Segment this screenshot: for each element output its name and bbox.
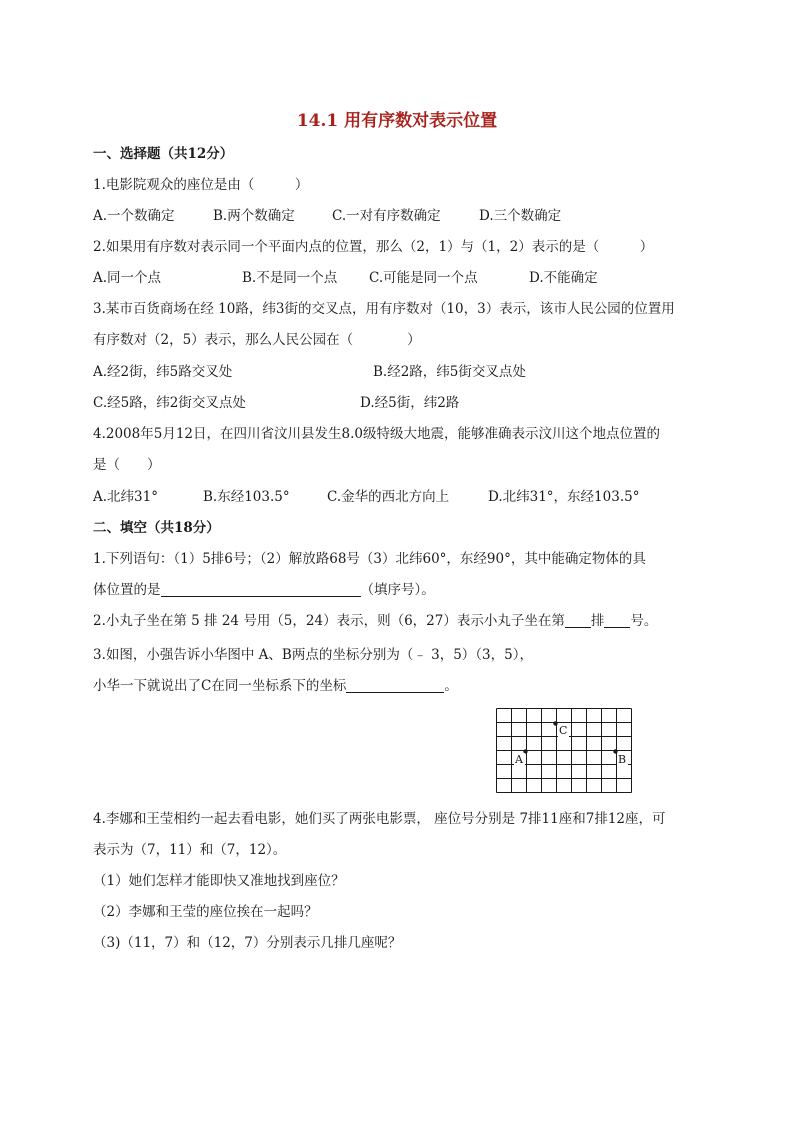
fill-question-1-line2 [93,580,435,600]
fill-q1-prefix: 体位置的是 [93,582,161,598]
q3-option-c: C.经5路，纬2街交叉点处 [93,395,246,411]
q2-option-d: D.不能确定 [529,270,598,286]
page-title: 14.1 用有序数对表示位置 [296,111,498,131]
question-1-text: 1.电影院观众的座位是由（ ） [93,177,309,193]
q1-option-d: D.三个数确定 [479,208,562,224]
q2-option-a: A.同一个点 [93,270,162,286]
q1-option-c: C.一对有序数确定 [332,208,441,224]
grid-lines [497,709,632,793]
fill-q1-answer-blank[interactable] [161,581,361,597]
coordinate-grid [496,708,632,794]
q3-option-a: A.经2街，纬5路交叉处 [93,364,233,380]
fill-q4-subquestion-1: （1）她们怎样才能即快又准地找到座位？ [93,873,345,889]
section-heading-choice: 一、选择题（共12分） [93,146,234,162]
fill-q1-suffix: （填序号）。 [360,582,435,598]
fill-question-4-line1: 4.李娜和王莹相约一起去看电影，她们买了两张电影票， 座位号分别是 7排11座和7排12座，可 [93,811,666,827]
point-c-dot [553,721,557,725]
point-b-label: B [618,753,627,766]
fill-q3-suffix: 。 [444,678,458,694]
fill-question-1-line1: 1.下列语句：（1）5排6号；（2）解放路68号（3）北纬60°，东经90°，其中能确定物体的具 [93,551,646,567]
q4-option-c: C.金华的西北方向上 [327,489,450,505]
q1-option-a: A.一个数确定 [93,208,175,224]
point-a-label: A [515,753,523,766]
fill-question-2 [93,611,657,631]
q4-option-b: B.东经103.5° [203,489,290,505]
q2-option-c: C.可能是同一个点 [369,270,478,286]
fill-q2-prefix: 2.小丸子坐在第 5 排 24 号用（5，24）表示，则（6，27）表示小丸子坐在第 [93,613,565,629]
q4-option-d: D.北纬31°，东经103.5° [488,489,640,505]
q2-option-b: B.不是同一个点 [242,270,338,286]
question-4-text-line1: 4.2008年5月12日，在四川省汶川县发生8.0级特级大地震，能够准确表示汶川这个地点位置的 [93,426,660,442]
question-3-text-line2: 有序数对（2，5）表示，那么人民公园在（ ） [93,332,421,348]
q3-option-b: B.经2路，纬5街交叉点处 [373,364,526,380]
q4-option-a: A.北纬31° [93,489,158,505]
fill-question-4-line2: 表示为（7，11）和（7，12）。 [93,842,287,858]
fill-q2-mid: 排 [590,613,605,629]
point-c-label: C [559,724,568,737]
question-4-text-line2: 是（ ） [93,457,161,473]
fill-question-3-line1: 3.如图，小强告诉小华图中 A、B两点的坐标分别为（﹣ 3，5）（3，5）， [93,647,533,663]
section-heading-fill: 二、填空（共18分） [93,520,220,536]
fill-q2-seat-blank[interactable] [604,612,630,628]
q3-option-d: D.经5街，纬2路 [360,395,460,411]
fill-q3-answer-blank[interactable] [346,677,444,693]
fill-question-3-line2 [93,676,458,696]
question-3-text-line1: 3.某市百货商场在经 10路，纬3街的交叉点，用有序数对（10，3）表示，该市人民公园的位置用 [93,301,675,317]
fill-q2-suffix: 号。 [630,613,658,629]
fill-q2-row-blank[interactable] [565,612,591,628]
fill-q3-prefix: 小华一下就说出了C在同一坐标系下的坐标 [93,678,347,694]
fill-q4-subquestion-2: （2）李娜和王莹的座位挨在一起吗？ [93,904,318,920]
question-2-text: 2.如果用有序数对表示同一个平面内点的位置，那么（2，1）与（1，2）表示的是（ ） [93,239,654,255]
fill-q4-subquestion-3: （3)（11，7）和（12，7）分别表示几排几座呢？ [93,935,402,951]
q1-option-b: B.两个数确定 [213,208,295,224]
